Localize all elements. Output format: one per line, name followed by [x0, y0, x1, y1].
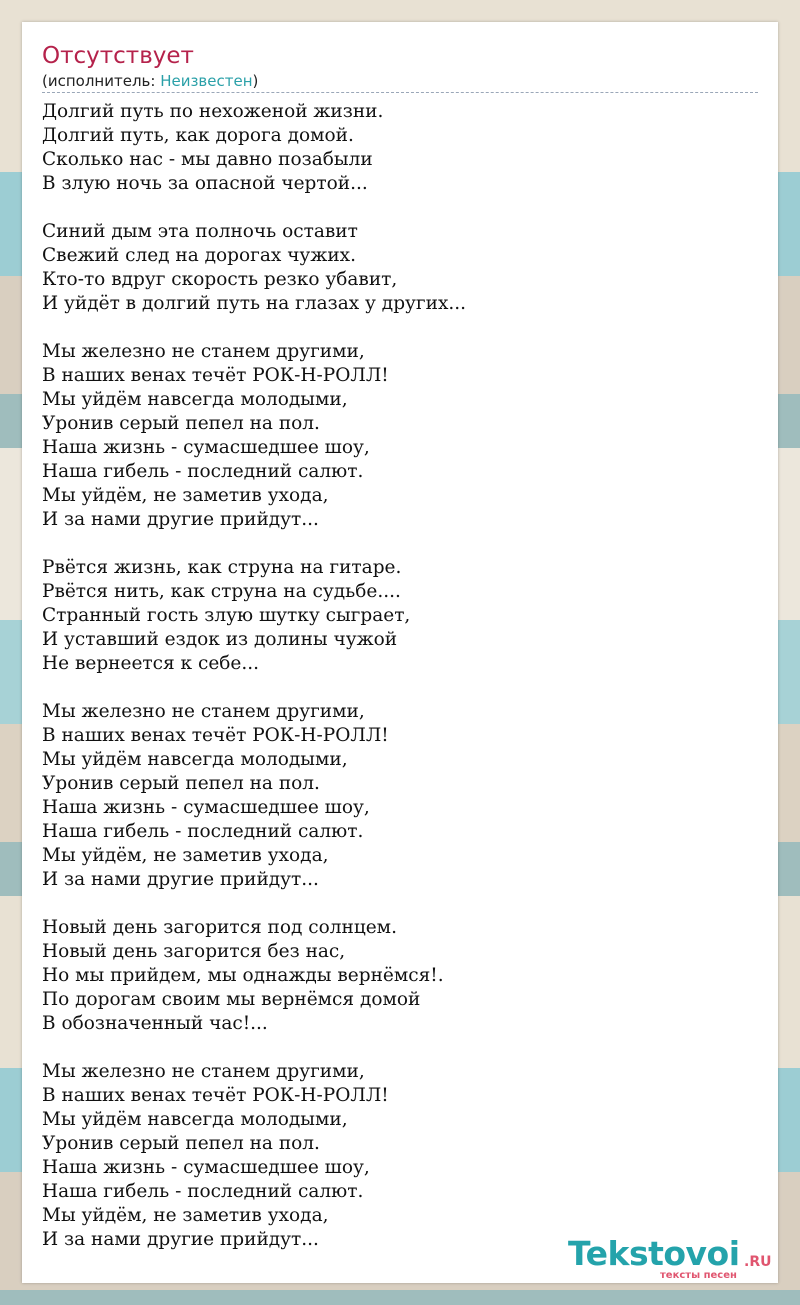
logo-tagline: тексты песен [660, 1270, 737, 1281]
title-divider [42, 92, 758, 93]
byline-prefix: (исполнитель: [42, 72, 161, 90]
lyric-line: И за нами другие прийдут... [42, 869, 319, 890]
lyric-line: Наша жизнь - сумасшедшее шоу, [42, 797, 370, 818]
lyric-line: Наша гибель - последний салют. [42, 821, 364, 842]
lyric-line: В наших венах течёт РОК-Н-РОЛЛ! [42, 725, 389, 746]
song-title: Отсутствует [42, 43, 194, 69]
lyric-line: Мы железно не станем другими, [42, 701, 365, 722]
lyrics-stanza [42, 1060, 762, 1252]
artist-byline [42, 72, 258, 90]
lyric-line: Мы уйдём, не заметив ухода, [42, 1205, 329, 1226]
lyric-line: Мы уйдём навсегда молодыми, [42, 1109, 348, 1130]
lyric-line: Мы уйдём, не заметив ухода, [42, 845, 329, 866]
lyric-line: Странный гость злую шутку сыграет, [42, 605, 411, 626]
lyric-line: В обозначенный час!... [42, 1013, 268, 1034]
lyric-line: Мы уйдём навсегда молодыми, [42, 749, 348, 770]
lyric-line: Рвётся нить, как струна на судьбе.... [42, 581, 401, 602]
lyric-line: Наша жизнь - сумасшедшее шоу, [42, 437, 370, 458]
lyrics-stanza [42, 220, 762, 316]
lyric-line: Но мы прийдем, мы однажды вернёмся!. [42, 965, 444, 986]
artist-link[interactable]: Неизвестен [160, 72, 253, 90]
site-logo[interactable] [568, 1234, 778, 1284]
lyric-line: В наших венах течёт РОК-Н-РОЛЛ! [42, 1085, 389, 1106]
lyric-line: И за нами другие прийдут... [42, 1229, 319, 1250]
lyric-line: И уставший ездок из долины чужой [42, 629, 398, 650]
lyrics-stanza [42, 100, 762, 196]
lyrics-card [22, 22, 778, 1283]
lyric-line: Наша жизнь - сумасшедшее шоу, [42, 1157, 370, 1178]
lyric-line: Мы уйдём навсегда молодыми, [42, 389, 348, 410]
lyric-line: Сколько нас - мы давно позабыли [42, 149, 373, 170]
lyric-line: Кто-то вдруг скорость резко убавит, [42, 269, 398, 290]
lyrics-stanza [42, 916, 762, 1036]
lyric-line: Синий дым эта полночь оставит [42, 221, 358, 242]
lyric-line: Мы железно не станем другими, [42, 1061, 365, 1082]
lyric-line: Свежий след на дорогах чужих. [42, 245, 356, 266]
lyric-line: Наша гибель - последний салют. [42, 461, 364, 482]
lyric-line: Уронив серый пепел на пол. [42, 1133, 320, 1154]
lyric-line: Мы железно не станем другими, [42, 341, 365, 362]
lyric-line: Новый день загорится под солнцем. [42, 917, 397, 938]
lyric-line: По дорогам своим мы вернёмся домой [42, 989, 421, 1010]
lyric-line: Новый день загорится без нас, [42, 941, 346, 962]
lyrics-stanza [42, 556, 762, 676]
lyric-line: В наших венах течёт РОК-Н-РОЛЛ! [42, 365, 389, 386]
lyric-line: Уронив серый пепел на пол. [42, 773, 320, 794]
lyric-line: И за нами другие прийдут... [42, 509, 319, 530]
lyric-line: Мы уйдём, не заметив ухода, [42, 485, 329, 506]
lyric-line: Уронив серый пепел на пол. [42, 413, 320, 434]
lyric-line: Долгий путь, как дорога домой. [42, 125, 354, 146]
lyrics-stanza [42, 340, 762, 532]
byline-suffix: ) [252, 72, 259, 90]
lyric-line: Долгий путь по нехоженой жизни. [42, 101, 384, 122]
lyric-line: Не вернеется к себе... [42, 653, 260, 674]
lyric-line: В злую ночь за опасной чертой... [42, 173, 368, 194]
logo-name: Tekstovoi [568, 1234, 740, 1273]
lyric-line: Наша гибель - последний салют. [42, 1181, 364, 1202]
lyric-line: И уйдёт в долгий путь на глазах у других... [42, 293, 467, 314]
logo-tld: .RU [744, 1254, 772, 1270]
lyrics-stanza [42, 700, 762, 892]
lyric-line: Рвётся жизнь, как струна на гитаре. [42, 557, 402, 578]
lyrics-text [42, 100, 762, 1252]
